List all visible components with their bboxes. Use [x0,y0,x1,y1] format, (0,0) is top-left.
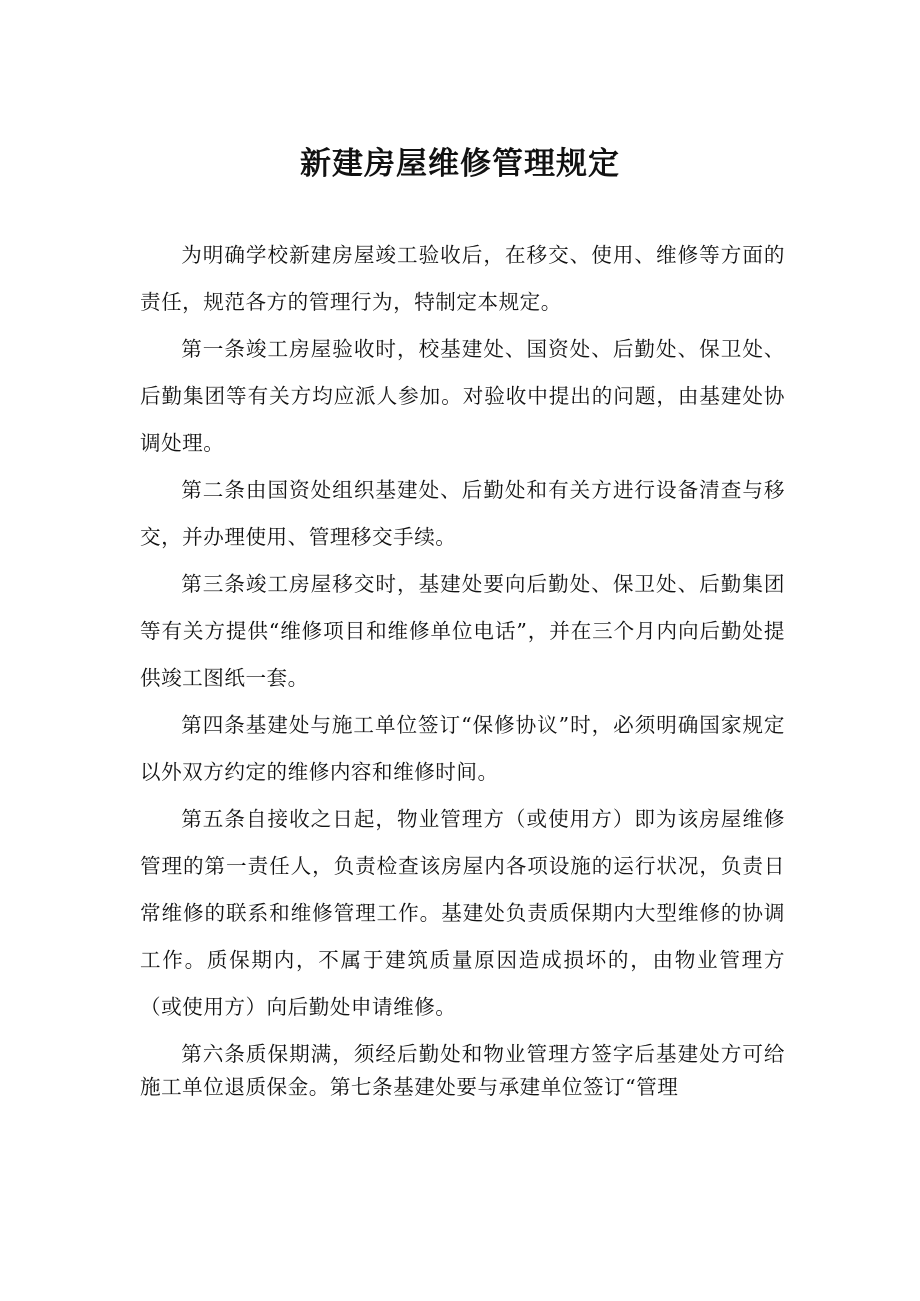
article-1-paragraph: 第一条竣工房屋验收时，校基建处、国资处、后勤处、保卫处、后勤集团等有关方均应派人参加。对验收中提出的问题，由基建处协调处理。 [140,337,785,455]
article-6-7-paragraph: 第六条质保期满，须经后勤处和物业管理方签字后基建处方可给施工单位退质保金。第七条基建处要与承建单位签订“管理 [140,1042,785,1099]
article-3-paragraph: 第三条竣工房屋移交时，基建处要向后勤处、保卫处、后勤集团等有关方提供“维修项目和维修单位电话”，并在三个月内向后勤处提供竣工图纸一套。 [140,572,785,690]
article-4-paragraph: 第四条基建处与施工单位签订“保修协议”时，必须明确国家规定以外双方约定的维修内容和维修时间。 [140,713,785,784]
document-body [140,232,785,1104]
article-5-paragraph: 第五条自接收之日起，物业管理方（或使用方）即为该房屋维修管理的第一责任人，负责检查该房屋内各项设施的运行状况，负责日常维修的联系和维修管理工作。基建处负责质保期内大型维修的协调工作。质保期内，不属于建筑质量原因造成损坏的，由物业管理方（或使用方）向后勤处申请维修。 [140,807,785,1019]
article-2-paragraph: 第二条由国资处组织基建处、后勤处和有关方进行设备清查与移交，并办理使用、管理移交手续。 [140,478,785,549]
document-title: 新建房屋维修管理规定 [300,146,620,182]
intro-paragraph: 为明确学校新建房屋竣工验收后，在移交、使用、维修等方面的责任，规范各方的管理行为，特制定本规定。 [140,243,785,314]
